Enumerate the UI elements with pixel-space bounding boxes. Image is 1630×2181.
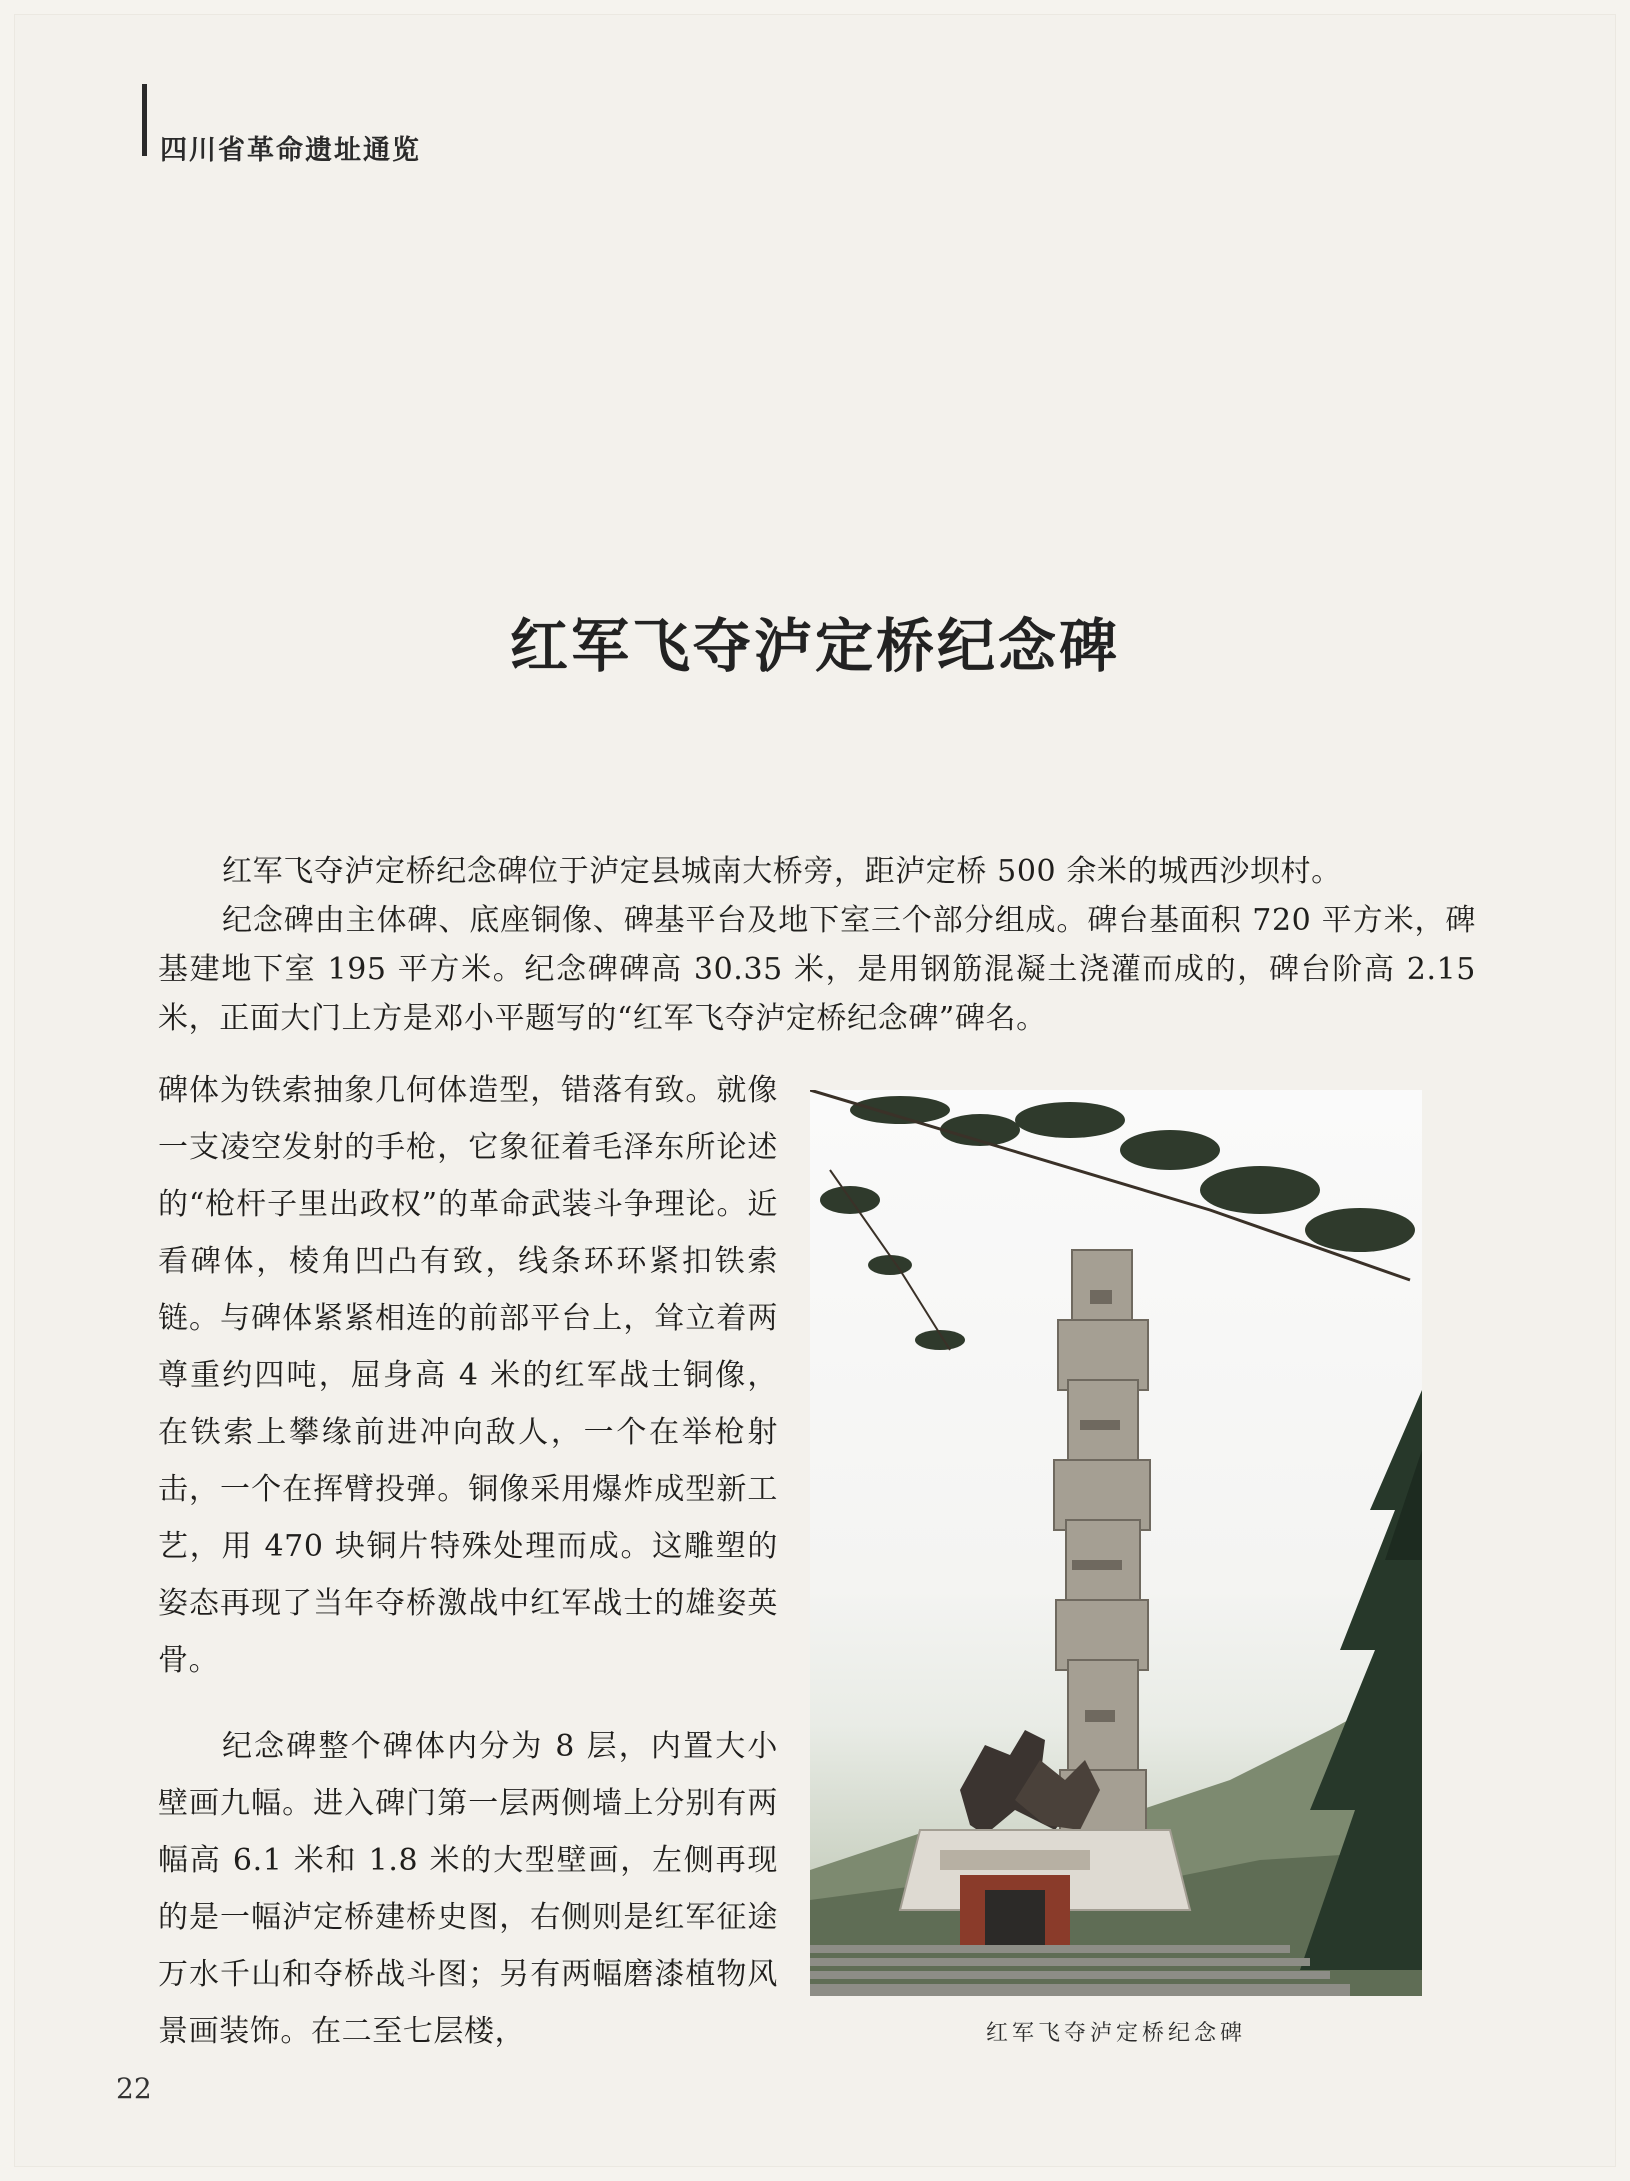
monument-photo [810, 1090, 1422, 1996]
article-title: 红军飞夺泸定桥纪念碑 [509, 611, 1120, 680]
header-rule [142, 84, 147, 156]
paragraph-1: 红军飞夺泸定桥纪念碑位于泸定县城南大桥旁，距泸定桥 500 余米的城西沙坝村。 [222, 854, 1342, 889]
monument-illustration [810, 1090, 1422, 1996]
figure-caption: 红军飞夺泸定桥纪念碑 [985, 2021, 1246, 2046]
paragraph-2: 纪念碑由主体碑、底座铜像、碑基平台及地下室三个部分组成。碑台基面积 720 平方米，碑基建地下室 195 平方米。纪念碑碑高 30.35 米，是用钢筋混凝土浇灌而成的，碑台阶高 2.15 米，正面大门上方是邓小平题写的“红军飞夺泸定桥纪念碑”碑名。 [158, 903, 1476, 1036]
paragraph-4: 纪念碑整个碑体内分为 8 层，内置大小壁画九幅。进入碑门第一层两侧墙上分别有两幅高 6.1 米和 1.8 米的大型壁画，左侧再现的是一幅泸定桥建桥史图，右侧则是红军征途万水千山和夺桥战斗图；另有两幅磨漆植物风景画装饰。在二至七层楼， [158, 1729, 778, 2049]
running-header: 四川省革命遗址通览 [160, 135, 421, 166]
paragraph-3: 碑体为铁索抽象几何体造型，错落有致。就像一支凌空发射的手枪，它象征着毛泽东所论述的“枪杆子里出政权”的革命武装斗争理论。近看碑体，棱角凹凸有致，线条环环紧扣铁索链。与碑体紧紧相连的前部平台上，耸立着两尊重约四吨，屈身高 4 米的红军战士铜像，在铁索上攀缘前进冲向敌人，一个在举枪射击，一个在挥臂投弹。铜像采用爆炸成型新工艺，用 470 块铜片特殊处理而成。这雕塑的姿态再现了当年夺桥激战中红军战士的雄姿英骨。 [158, 1073, 778, 1678]
page-number: 22 [116, 2072, 152, 2105]
